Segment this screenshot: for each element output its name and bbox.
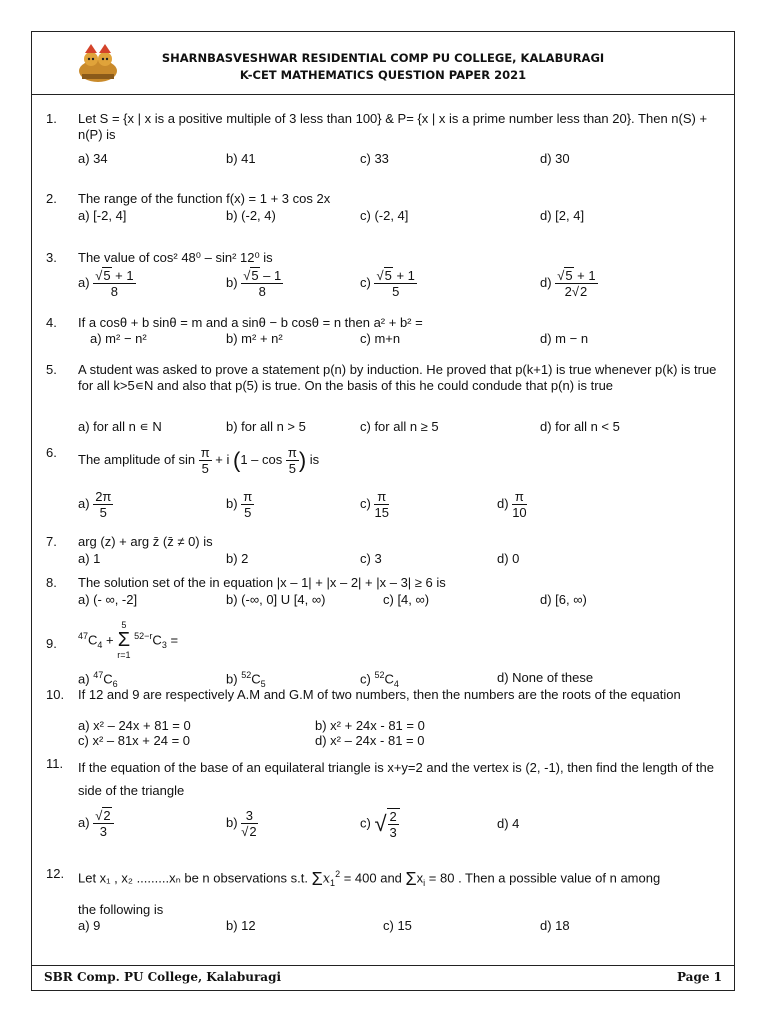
option-c: c) [4, ∞) <box>383 592 430 607</box>
option-d: d) $\frac{√5 + 1}{2√2}$ <box>540 268 596 299</box>
question-stem: $^{47}C_4$ + 5 Σ r=1 $^{52-r}C_3$ = <box>78 620 179 660</box>
option-a: a) 34 <box>78 151 108 166</box>
option-a: a) $\frac{√5 + 1}{8}$ <box>78 268 134 299</box>
option-a: a) for all n ∊ N <box>78 419 162 434</box>
question-stem: If a cosθ + b sinθ = m and a sinθ − b cosθ = n then a² + b² = <box>78 315 423 330</box>
question-number: 7. <box>46 534 57 549</box>
option-a: a) x² – 24x + 81 = 0 <box>78 718 191 733</box>
option-d: d) m − n <box>540 331 589 346</box>
option-b: b) (-2, 4) <box>226 208 276 223</box>
option-c: c) $\frac{√5 + 1}{5}$ <box>360 268 415 299</box>
option-b: b) $\frac{3}{√2}$ <box>226 808 257 839</box>
question-stem: The value of cos² 48⁰ – sin² 12⁰ is <box>78 250 273 265</box>
question-stem: If 12 and 9 are respectively A.M and G.M of two numbers, then the numbers are the roots of the equation <box>78 687 681 702</box>
question-number: 5. <box>46 362 57 377</box>
option-b: b) for all n > 5 <box>226 419 306 434</box>
option-c: c) (-2, 4] <box>360 208 409 223</box>
question-paper-page <box>31 31 735 991</box>
option-d: d) $\frac{\pi}{10}$ <box>497 489 527 520</box>
option-d: d) 4 <box>497 816 520 831</box>
question-stem: The solution set of the in equation |x – 1| + |x – 2| + |x – 3| ≥ 6 is <box>78 575 446 590</box>
college-name: SHARNBASVESHWAR RESIDENTIAL COMP PU COLLEGE, KALABURAGI <box>161 51 605 65</box>
page-footer <box>32 965 734 990</box>
question-stem: arg (z) + arg z̄ (z̄ ≠ 0) is <box>78 534 213 549</box>
question-stem-continued: the following is <box>78 902 164 917</box>
question-stem: Let S = {x | x is a positive multiple of 3 less than 100} & P= {x | x is a prime number less than 20}. Then n(S) + n(P) is <box>78 111 708 142</box>
option-c: c) √ $\frac{2}{3}$ <box>360 808 400 840</box>
option-b: b) 41 <box>226 151 256 166</box>
question-stem: Let x₁ , x₂ .........xₙ be n observations s.t. $\Sigma x_1^2 = 400$ and $\Sigma x_i = 80$ . Then a possible value of n among <box>78 868 661 889</box>
option-b: b) $\frac{√5 - 1}{8}$ <box>226 268 282 299</box>
question-number: 3. <box>46 250 57 265</box>
option-a: a) $\frac{√2}{3}$ <box>78 808 114 839</box>
option-d: d) 30 <box>540 151 570 166</box>
option-c: c) $^{52}C_4$ <box>360 670 399 689</box>
option-d: d) [6, ∞) <box>540 592 587 607</box>
option-c: c) 15 <box>383 918 412 933</box>
option-a: a) m² − n² <box>90 331 147 346</box>
option-d: d) 0 <box>497 551 520 566</box>
question-number: 10. <box>46 687 65 702</box>
question-stem: The range of the function f(x) = 1 + 3 cos 2x <box>78 191 331 206</box>
option-a: a) $^{47}C_6$ <box>78 670 118 689</box>
option-b: b) 2 <box>226 551 249 566</box>
option-c: c) 3 <box>360 551 382 566</box>
option-b: b) $^{52}C_5$ <box>226 670 266 689</box>
option-d: d) 18 <box>540 918 570 933</box>
option-a: a) [-2, 4] <box>78 208 127 223</box>
question-stem: The amplitude of sin $\frac{\pi}{5}$ + i (1 – cos $\frac{\pi}{5}$ ) is <box>78 445 320 476</box>
option-d: d) x² – 24x - 81 = 0 <box>315 733 425 748</box>
question-number: 11. <box>46 756 64 771</box>
question-stem: If the equation of the base of an equilateral triangle is x+y=2 and the vertex is (2, -1), then find the length of the side of the triangle <box>78 760 714 798</box>
question-number: 9. <box>46 636 57 651</box>
footer-college: SBR Comp. PU College, Kalaburagi <box>44 970 282 984</box>
question-number: 8. <box>46 575 57 590</box>
option-d: d) None of these <box>497 670 594 685</box>
paper-title: K-CET MATHEMATICS QUESTION PAPER 2021 <box>239 68 527 82</box>
option-b: b) (-∞, 0] U [4, ∞) <box>226 592 326 607</box>
option-a: a) 9 <box>78 918 101 933</box>
option-b: b) m² + n² <box>226 331 283 346</box>
option-d: d) for all n < 5 <box>540 419 620 434</box>
option-a: a) (- ∞, -2] <box>78 592 138 607</box>
option-c: c) for all n ≥ 5 <box>360 419 439 434</box>
page-header <box>32 32 734 95</box>
option-a: a) $\frac{2\pi}{5}$ <box>78 489 112 520</box>
question-stem: A student was asked to prove a statement p(n) by induction. He proved that p(k+1) is true whenever p(k) is true for all k>5∊N and also that p(5) is true. On the basis of this he could condude that p(n) is true <box>78 362 717 393</box>
option-c: c) 33 <box>360 151 389 166</box>
option-b: b) $\frac{\pi}{5}$ <box>226 489 253 520</box>
question-number: 1. <box>46 111 57 126</box>
question-number: 2. <box>46 191 57 206</box>
page-number: Page 1 <box>676 970 722 984</box>
option-b: b) x² + 24x - 81 = 0 <box>315 718 425 733</box>
option-c: c) x² – 81x + 24 = 0 <box>78 733 191 748</box>
option-c: c) $\frac{\pi}{15}$ <box>360 489 389 520</box>
option-c: c) m+n <box>360 331 401 346</box>
question-number: 12. <box>46 866 65 881</box>
option-a: a) 1 <box>78 551 101 566</box>
option-d: d) [2, 4] <box>540 208 585 223</box>
option-b: b) 12 <box>226 918 256 933</box>
question-number: 6. <box>46 445 57 460</box>
question-number: 4. <box>46 315 57 330</box>
